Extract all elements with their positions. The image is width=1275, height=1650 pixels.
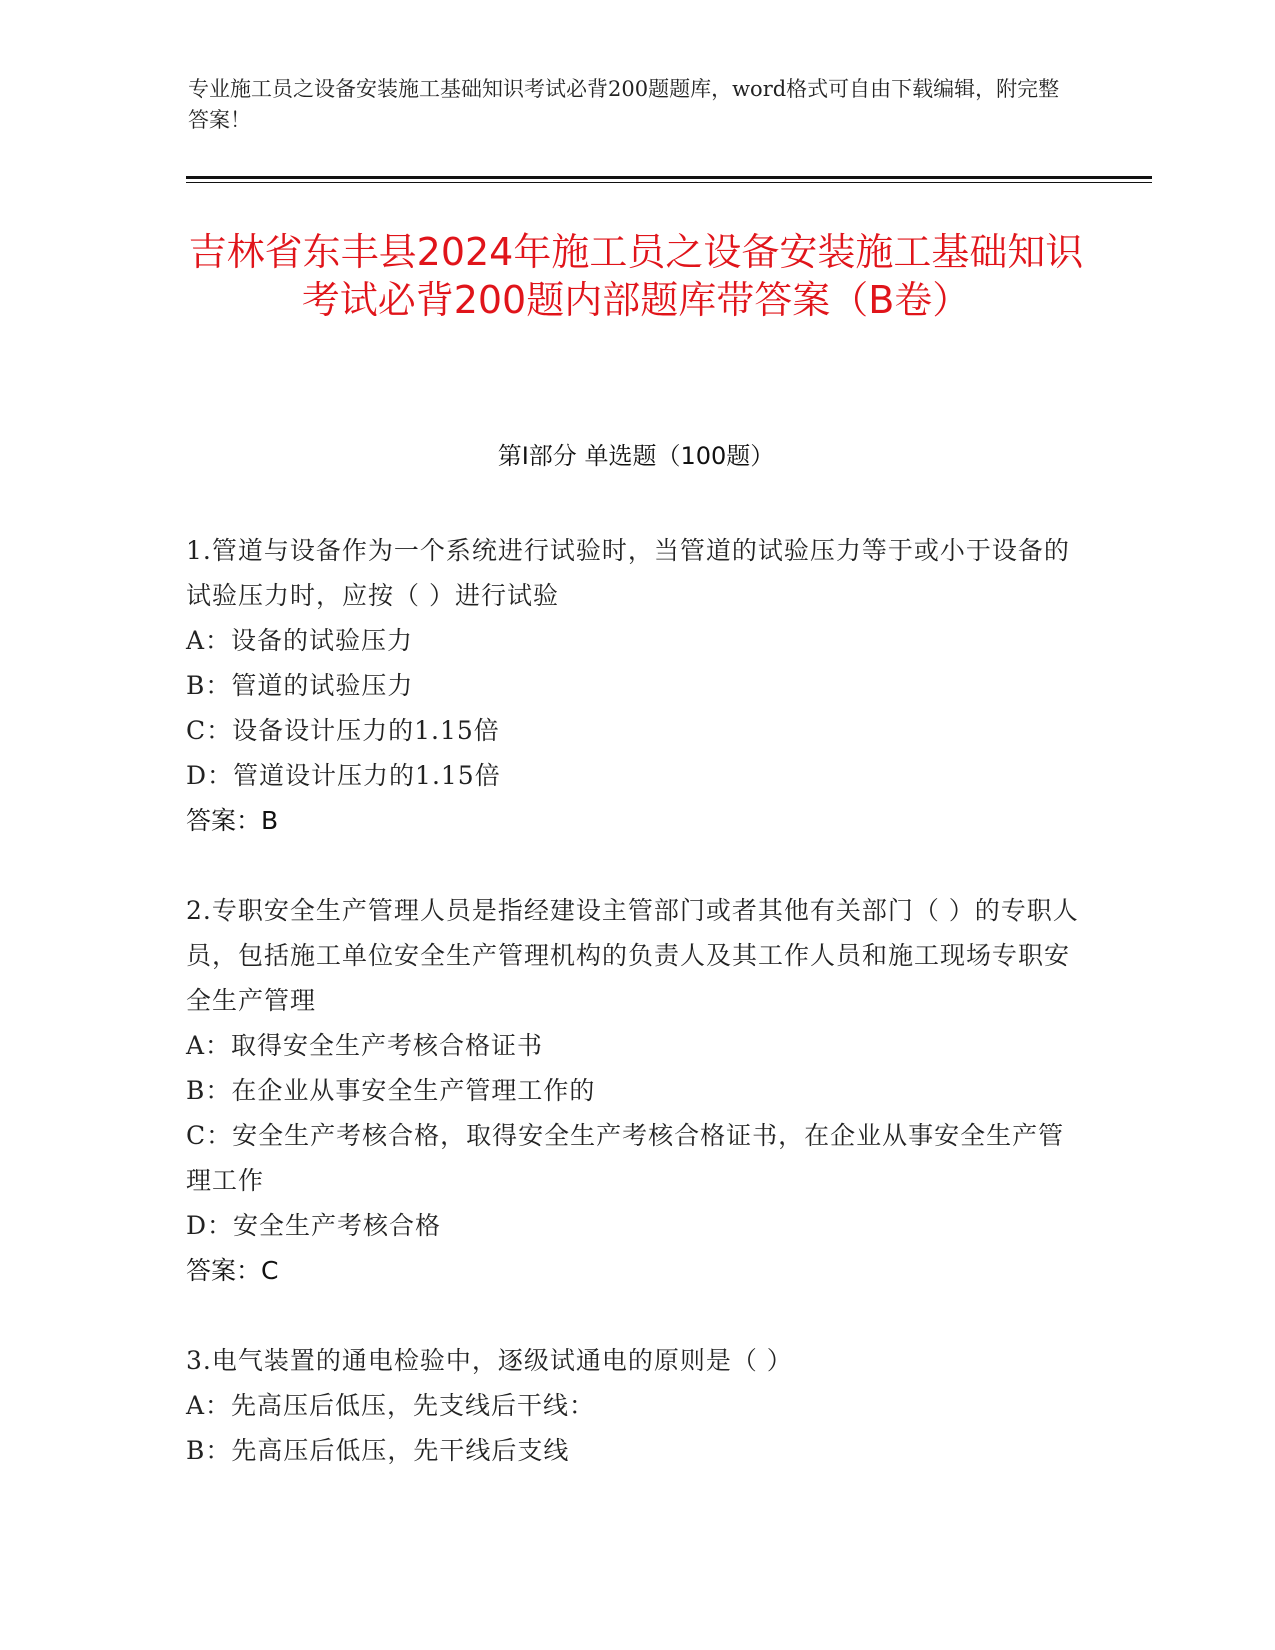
option-c: C：设备设计压力的1.15倍 (186, 716, 500, 745)
header-divider-thin (186, 182, 1152, 183)
option-c: C：安全生产考核合格，取得安全生产考核合格证书，在企业从事安全生产管理工作 (186, 1121, 1065, 1195)
option-a: A：先高压后低压，先支线后干线： (186, 1391, 596, 1420)
question-text: 2.专职安全生产管理人员是指经建设主管部门或者其他有关部门（ ）的专职人员，包括施工单位安全生产管理机构的负责人及其工作人员和施工现场专职安全生产管理 (186, 896, 1079, 1015)
question-text: 1.管道与设备作为一个系统进行试验时，当管道的试验压力等于或小于设备的试验压力时，应按（ ）进行试验 (186, 536, 1070, 610)
option-a: A：取得安全生产考核合格证书 (186, 1031, 544, 1060)
answer: 答案：C (186, 1256, 279, 1285)
header-note: 专业施工员之设备安装施工基础知识考试必背200题题库，word格式可自由下载编辑，附完整答案！ (188, 77, 1060, 132)
question-list (186, 528, 1086, 1518)
document-title: 吉林省东丰县2024年施工员之设备安装施工基础知识考试必背200题内部题库带答案（B卷） (188, 230, 1084, 322)
question-text: 3.电气装置的通电检验中，逐级试通电的原则是（ ） (186, 1346, 793, 1375)
option-a: A：设备的试验压力 (186, 626, 414, 655)
header-divider-thick (186, 176, 1152, 179)
option-d: D：管道设计压力的1.15倍 (186, 761, 501, 790)
question-1 (186, 528, 1086, 843)
question-2 (186, 888, 1086, 1293)
option-b: B：在企业从事安全生产管理工作的 (186, 1076, 596, 1105)
answer: 答案：B (186, 806, 279, 835)
option-d: D：安全生产考核合格 (186, 1211, 442, 1240)
option-b: B：管道的试验压力 (186, 671, 414, 700)
section-heading: 第Ⅰ部分 单选题（100题） (497, 442, 775, 470)
question-3 (186, 1338, 1086, 1473)
option-b: B：先高压后低压，先干线后支线 (186, 1436, 570, 1465)
